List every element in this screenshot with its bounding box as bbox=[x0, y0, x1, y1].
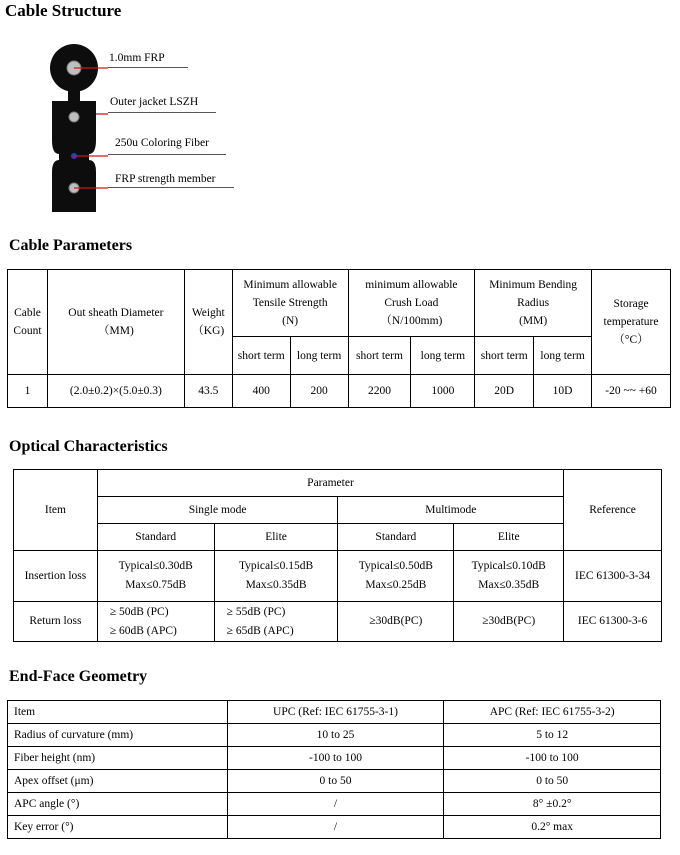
cell-bending-short: 20D bbox=[475, 375, 534, 408]
cell-tensile-long: 200 bbox=[290, 375, 348, 408]
cell-sm-standard: ≥ 50dB (PC) ≥ 60dB (APC) bbox=[97, 602, 214, 642]
header-bending-long-term: long term bbox=[534, 337, 592, 375]
label-underline bbox=[108, 187, 234, 188]
label-frp: 1.0mm FRP bbox=[109, 52, 165, 64]
header-item: Item bbox=[8, 701, 228, 724]
header-reference: Reference bbox=[564, 470, 662, 551]
cell-upc: 0 to 50 bbox=[227, 770, 444, 793]
frp-strength-member-upper bbox=[69, 112, 79, 122]
table-row bbox=[8, 747, 661, 770]
cell-mm-standard: Typical≤0.50dB Max≤0.25dB bbox=[338, 551, 454, 602]
header-parameter: Parameter bbox=[97, 470, 563, 497]
cell-apc: 0 to 50 bbox=[444, 770, 661, 793]
cell-mm-elite: ≥30dB(PC) bbox=[454, 602, 564, 642]
cell-storage-temperature: -20 ~~ +60 bbox=[592, 375, 671, 408]
label-coloring-fiber: 250u Coloring Fiber bbox=[115, 137, 209, 149]
header-tensile-short-term: short term bbox=[232, 337, 290, 375]
cell-item: APC angle (°) bbox=[8, 793, 228, 816]
table-row bbox=[14, 551, 662, 602]
cell-bending-long: 10D bbox=[534, 375, 592, 408]
header-tensile-long-term: long term bbox=[290, 337, 348, 375]
label-underline bbox=[108, 154, 226, 155]
cable-parameters-heading: Cable Parameters bbox=[9, 237, 133, 254]
label-underline bbox=[108, 67, 188, 68]
header-bending-short-term: short term bbox=[475, 337, 534, 375]
cable-neck bbox=[68, 89, 80, 101]
cell-sheath-diameter: (2.0±0.2)×(5.0±0.3) bbox=[47, 375, 184, 408]
header-cable-count: Cable Count bbox=[8, 270, 48, 375]
header-storage-temperature: Storage temperature （°C） bbox=[592, 270, 671, 375]
cell-upc: / bbox=[227, 816, 444, 839]
optical-characteristics-heading: Optical Characteristics bbox=[9, 438, 168, 455]
cell-sm-elite: Typical≤0.15dB Max≤0.35dB bbox=[214, 551, 338, 602]
header-sm-standard: Standard bbox=[97, 524, 214, 551]
header-weight: Weight （KG) bbox=[184, 270, 232, 375]
cell-weight: 43.5 bbox=[184, 375, 232, 408]
header-crush-short-term: short term bbox=[348, 337, 411, 375]
header-crush-long-term: long term bbox=[411, 337, 475, 375]
optical-characteristics-table bbox=[13, 469, 662, 642]
cell-upc: / bbox=[227, 793, 444, 816]
table-row bbox=[8, 724, 661, 747]
header-mm-elite: Elite bbox=[454, 524, 564, 551]
cell-crush-long: 1000 bbox=[411, 375, 475, 408]
header-single-mode: Single mode bbox=[97, 497, 338, 524]
cell-sm-standard: Typical≤0.30dB Max≤0.75dB bbox=[97, 551, 214, 602]
cell-item: Apex offset (μm) bbox=[8, 770, 228, 793]
header-mm-standard: Standard bbox=[338, 524, 454, 551]
header-tensile-strength: Minimum allowable Tensile Strength (N) bbox=[232, 270, 348, 337]
label-outer-jacket: Outer jacket LSZH bbox=[110, 96, 199, 108]
table-row bbox=[8, 816, 661, 839]
label-frp-strength-member: FRP strength member bbox=[115, 173, 216, 185]
header-sm-elite: Elite bbox=[214, 524, 338, 551]
cell-item-return-loss: Return loss bbox=[14, 602, 98, 642]
cell-item: Fiber height (nm) bbox=[8, 747, 228, 770]
header-sheath-diameter: Out sheath Diameter （MM) bbox=[47, 270, 184, 375]
cable-parameters-table bbox=[7, 269, 671, 408]
cell-apc: 0.2° max bbox=[444, 816, 661, 839]
cell-sm-elite: ≥ 55dB (PC) ≥ 65dB (APC) bbox=[214, 602, 338, 642]
header-item: Item bbox=[14, 470, 98, 551]
cell-crush-short: 2200 bbox=[348, 375, 411, 408]
table-header-row bbox=[8, 701, 661, 724]
cell-item-insertion-loss: Insertion loss bbox=[14, 551, 98, 602]
cell-tensile-short: 400 bbox=[232, 375, 290, 408]
cable-structure-heading: Cable Structure bbox=[5, 1, 122, 20]
cell-reference: IEC 61300-3-6 bbox=[564, 602, 662, 642]
cell-apc: -100 to 100 bbox=[444, 747, 661, 770]
header-apc: APC (Ref: IEC 61755-3-2) bbox=[444, 701, 661, 724]
end-face-geometry-table bbox=[7, 700, 661, 839]
header-upc: UPC (Ref: IEC 61755-3-1) bbox=[227, 701, 444, 724]
header-multimode: Multimode bbox=[338, 497, 564, 524]
table-row bbox=[8, 770, 661, 793]
cell-apc: 8° ±0.2° bbox=[444, 793, 661, 816]
cell-cable-count: 1 bbox=[8, 375, 48, 408]
cell-apc: 5 to 12 bbox=[444, 724, 661, 747]
label-underline bbox=[108, 112, 216, 113]
cell-item: Radius of curvature (mm) bbox=[8, 724, 228, 747]
cell-reference: IEC 61300-3-34 bbox=[564, 551, 662, 602]
header-crush-load: minimum allowable Crush Load （N/100mm) bbox=[348, 270, 475, 337]
header-bending-radius: Minimum Bending Radius (MM) bbox=[475, 270, 592, 337]
cell-upc: 10 to 25 bbox=[227, 724, 444, 747]
cable-structure-figure bbox=[0, 32, 300, 222]
table-row bbox=[8, 793, 661, 816]
cell-mm-elite: Typical≤0.10dB Max≤0.35dB bbox=[454, 551, 564, 602]
table-row bbox=[8, 375, 671, 408]
cell-mm-standard: ≥30dB(PC) bbox=[338, 602, 454, 642]
end-face-geometry-heading: End-Face Geometry bbox=[9, 668, 148, 685]
table-row bbox=[14, 602, 662, 642]
cell-upc: -100 to 100 bbox=[227, 747, 444, 770]
cell-item: Key error (°) bbox=[8, 816, 228, 839]
